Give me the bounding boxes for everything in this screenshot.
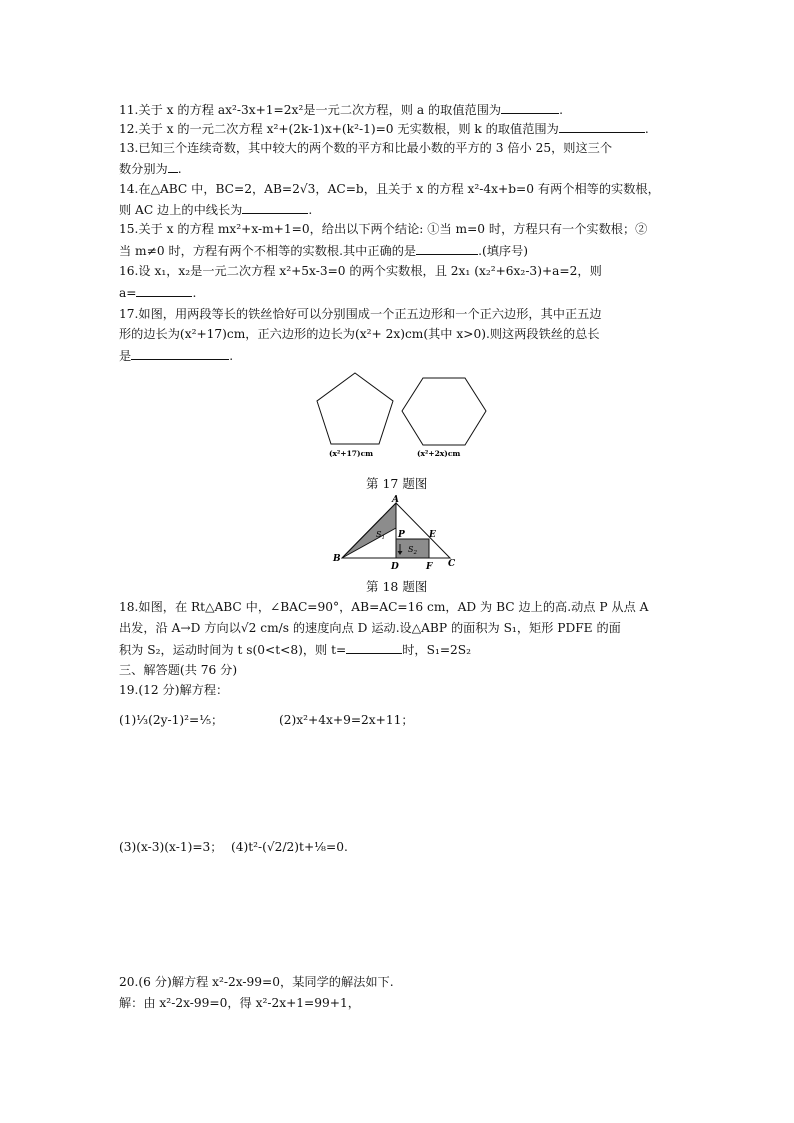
question-19-4 xyxy=(231,838,348,857)
question-17-line2 xyxy=(119,325,600,344)
regular-pentagon xyxy=(317,373,393,444)
equation: (3)(x-3)(x-1)=3； xyxy=(119,840,223,854)
question-text: 12.关于 x 的一元二次方程 x²+(2k-1)x+(k²-1)=0 无实数根，则 k 的取值范围为 xyxy=(119,122,559,136)
question-text: 是 xyxy=(119,349,132,363)
label-c: C xyxy=(448,559,456,569)
label-e: E xyxy=(429,530,436,540)
question-text: 形的边长为(x²+17)cm，正六边形的边长为(x²+ 2x)cm(其中 x>0).则这两段铁丝的总长 xyxy=(119,327,600,341)
question-text: 13.已知三个连续奇数，其中较大的两个数的平方和比最小数的平方的 3 倍小 25，则这三个 xyxy=(119,141,613,155)
question-text: 11.关于 x 的方程 ax²-3x+1=2x²是一元二次方程，则 a 的取值范围为 xyxy=(119,103,502,117)
label-a: A xyxy=(392,495,399,505)
question-text: a= xyxy=(119,286,137,300)
label-d: D xyxy=(391,562,399,570)
period: . xyxy=(229,349,234,363)
period: . xyxy=(559,103,563,117)
label-s1: $S_1$ xyxy=(376,530,385,541)
answer-blank xyxy=(416,241,478,255)
question-14-line2 xyxy=(119,200,312,220)
equation: (4)t²-(√2/2)t+⅛=0. xyxy=(231,840,348,854)
question-20-line2 xyxy=(119,994,360,1013)
question-text: 20.(6 分)解方程 x²-2x-99=0，某同学的解法如下. xyxy=(119,975,394,989)
question-19-3 xyxy=(119,838,223,857)
equation: (2)x²+4x+9=2x+11； xyxy=(279,713,414,727)
question-18-line2 xyxy=(119,619,621,638)
question-18-line1 xyxy=(119,598,648,617)
figure-17 xyxy=(310,368,495,464)
label-p: P xyxy=(398,530,405,540)
question-12 xyxy=(119,119,649,139)
question-text: 15.关于 x 的方程 mx²+x-m+1=0，给出以下两个结论: ①当 m=0 时，方程只有一个实数根；② xyxy=(119,222,648,236)
question-text: 则 AC 边上的中线长为 xyxy=(119,203,243,217)
answer-blank xyxy=(501,100,559,114)
question-text: .(填序号) xyxy=(478,244,529,258)
question-11 xyxy=(119,100,563,120)
question-19-1 xyxy=(119,711,223,730)
question-text: 时，S₁=2S₂ xyxy=(402,643,472,657)
question-text: 14.在△ABC 中，BC=2，AB=2√3，AC=b，且关于 x 的方程 x²-4x+b=0 有两个相等的实数根， xyxy=(119,182,660,196)
question-20-line1 xyxy=(119,973,394,992)
period: . xyxy=(644,122,649,136)
question-text: 16.设 x₁，x₂是一元二次方程 x²+5x-3=0 的两个实数根，且 2x₁ (x₂²+6x₂-3)+a=2，则 xyxy=(119,264,602,278)
answer-blank xyxy=(131,346,229,360)
question-text: 解：由 x²-2x-99=0，得 x²-2x+1=99+1， xyxy=(119,996,360,1010)
answer-blank xyxy=(242,200,308,214)
pentagon-side-label: (x²+17)cm xyxy=(329,449,374,458)
question-text: 18.如图，在 Rt△ABC 中，∠BAC=90°，AB=AC=16 cm，AD 为 BC 边上的高.动点 P 从点 A xyxy=(119,600,649,614)
question-19 xyxy=(119,681,228,700)
question-16-line2 xyxy=(119,283,196,303)
period: . xyxy=(177,162,182,176)
section-heading xyxy=(119,661,237,680)
question-text: 出发，沿 A→D 方向以√2 cm/s 的速度向点 D 运动.设△ABP 的面积为 S₁，矩形 PDFE 的面 xyxy=(119,621,621,635)
question-15-line2 xyxy=(119,241,528,261)
question-19-2 xyxy=(279,711,414,730)
question-18-line3 xyxy=(119,640,471,660)
equation: (1)⅓(2y-1)²=⅕； xyxy=(119,713,224,727)
figure-18-caption: 第 18 题图 xyxy=(366,579,428,594)
section-title: 三、解答题(共 76 分) xyxy=(119,663,238,677)
question-13-line2 xyxy=(119,159,182,179)
answer-blank xyxy=(168,159,178,173)
question-16-line1 xyxy=(119,262,602,281)
answer-blank xyxy=(136,283,192,297)
question-17-line3 xyxy=(119,346,233,366)
question-17-line1 xyxy=(119,305,602,324)
question-text: 17.如图，用两段等长的铁丝恰好可以分别围成一个正五边形和一个正六边形，其中正五边 xyxy=(119,307,602,321)
answer-blank xyxy=(346,640,402,654)
figure-18 xyxy=(330,495,460,570)
question-text: 数分别为 xyxy=(119,162,168,176)
question-14-line1 xyxy=(119,180,660,199)
label-f: F xyxy=(426,562,433,570)
question-text: 积为 S₂，运动时间为 t s(0<t<8)，则 t= xyxy=(119,643,347,657)
period: . xyxy=(192,286,197,300)
figure-17-caption: 第 17 题图 xyxy=(366,476,428,491)
label-s2: $S_2$ xyxy=(408,545,417,556)
question-text: 19.(12 分)解方程： xyxy=(119,683,229,697)
hexagon-side-label: (x²+2x)cm xyxy=(417,449,461,458)
answer-blank xyxy=(559,119,645,133)
question-15-line1 xyxy=(119,220,647,239)
period: . xyxy=(308,203,313,217)
regular-hexagon xyxy=(402,378,486,445)
question-text: 当 m≠0 时，方程有两个不相等的实数根.其中正确的是 xyxy=(119,244,417,258)
question-13-line1 xyxy=(119,139,612,158)
label-b: B xyxy=(333,554,341,564)
